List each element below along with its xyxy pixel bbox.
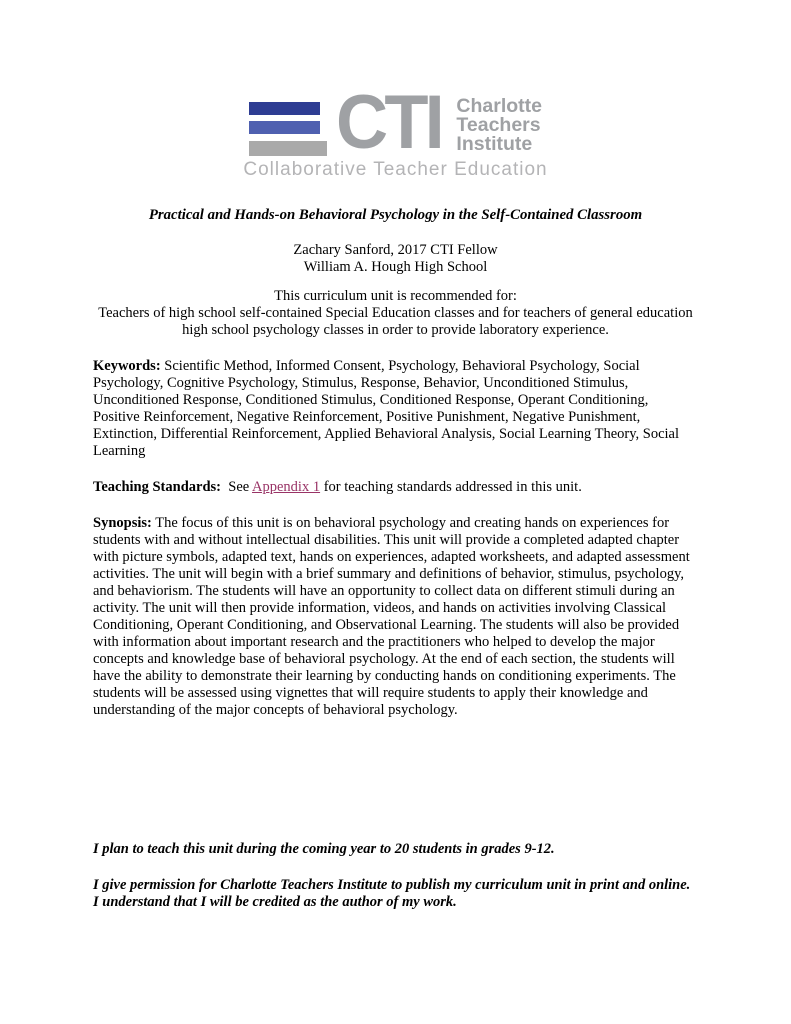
synopsis-text: The focus of this unit is on behavioral psychology and creating hands on experiences for students with and without intellectual disabilities. This unit will provide a completed adapted chapter with picture symbols, adapted text, hands on experiences, adapted worksheets, and adapted assessment activities. The unit will begin with a brief summary and definitions of behavior, stimulus, psychology, and behaviorism. The students will have an opportunity to collect data on different stimuli during an activity. The unit will then provide information, videos, and hands on activities involving Classical Conditioning, Operant Conditioning, and Observational Learning. The students will also be provided with information about important research and the practitioners who helped to develop the major concepts and knowledge base of behavioral psychology. At the end of each section, the students will have the ability to demonstrate their learning by conducting hands on conditioning experiments. The students will be assessed using vignettes that will require students to apply their knowledge and understanding of the major concepts of behavioral psychology. <box>93 515 690 718</box>
teaching-standards-label: Teaching Standards: <box>93 479 221 495</box>
teaching-standards-after-link: for teaching standards addressed in this unit. <box>323 479 582 495</box>
recommendation-intro: This curriculum unit is recommended for: <box>274 288 517 304</box>
unit-title: Practical and Hands-on Behavioral Psychology in the Self-Contained Classroom <box>148 207 643 223</box>
appendix-1-link[interactable]: Appendix 1 <box>252 479 321 495</box>
synopsis-label: Synopsis: <box>93 515 152 531</box>
logo-tagline: Collaborative Teacher Education <box>243 159 548 180</box>
keywords-paragraph <box>93 358 698 460</box>
keywords-text: Scientific Method, Informed Consent, Psychology, Behavioral Psychology, Social Psychology, Cognitive Psychology, Stimulus, Response, Behavior, Unconditioned Stimulus, Unconditioned Response, Conditioned Stimulus, Conditioned Response, Operant Conditioning, Positive Reinforcement, Negative Reinforcement, Positive Punishment, Negative Punishment, Extinction, Differential Reinforcement, Applied Behavioral Analysis, Social Learning Theory, Social Learning <box>93 358 680 459</box>
recommendation-body: Teachers of high school self-contained Special Education classes and for teachers of general education high school psychology classes in order to provide laboratory experience. <box>98 305 693 338</box>
logo-bar-gray <box>249 141 327 156</box>
school-line: William A. Hough High School <box>303 259 488 275</box>
logo-acronym: CTI <box>335 80 441 165</box>
recommendation-block <box>93 288 698 339</box>
author-block <box>93 242 698 276</box>
logo-bar-dark-blue <box>249 102 320 115</box>
cti-logo <box>0 80 791 181</box>
teaching-standards-paragraph <box>93 479 698 496</box>
author-statements <box>93 841 698 911</box>
logo-bar-medium-blue <box>249 121 320 134</box>
synopsis-paragraph <box>93 515 698 719</box>
permission-statement: I give permission for Charlotte Teachers Institute to publish my curriculum unit in print and online. I understand that I will be credited as the author of my work. <box>93 877 691 910</box>
logo-bars-icon <box>249 102 327 156</box>
logo-word-institute: Institute <box>456 133 533 155</box>
logo-wordmark <box>456 97 542 154</box>
logo-word-charlotte: Charlotte <box>456 95 543 117</box>
logo-word-teachers: Teachers <box>456 114 541 136</box>
teaching-standards-before-link: See <box>228 479 250 495</box>
keywords-label: Keywords: <box>93 358 161 374</box>
author-line: Zachary Sanford, 2017 CTI Fellow <box>293 242 498 258</box>
teach-plan-statement: I plan to teach this unit during the coming year to 20 students in grades 9-12. <box>93 841 555 857</box>
